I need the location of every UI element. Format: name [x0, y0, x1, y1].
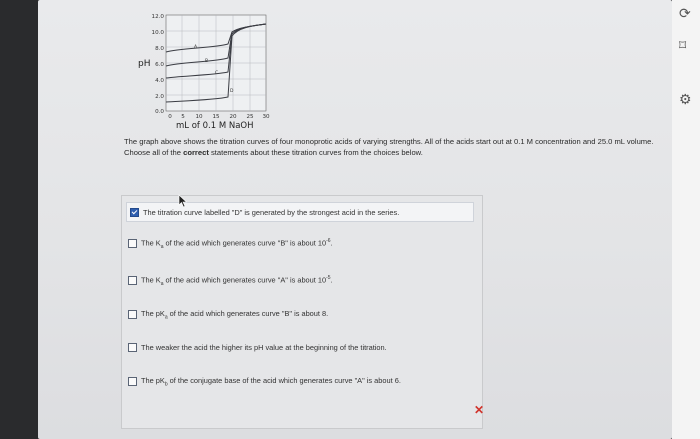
curve-label-d: D — [230, 89, 234, 94]
titration-graph — [120, 8, 320, 130]
x-tick: 30 — [262, 114, 270, 120]
checkbox[interactable] — [128, 377, 137, 386]
choice-label: The weaker the acid the higher its pH value at the beginning of the titration. — [141, 343, 387, 352]
y-tick: 2.0 — [155, 94, 164, 100]
choice-6[interactable] — [128, 376, 401, 387]
y-tick: 10.0 — [151, 30, 164, 36]
question-text — [124, 136, 654, 158]
x-tick: 15 — [212, 114, 220, 120]
question-text-start: The graph above shows the titration curves of four monoprotic acids of varying strengths. All of the acids start out at 0.1 M concentration and 25.0 mL volume. Choose all of the — [124, 137, 654, 157]
right-sidebar — [672, 0, 700, 439]
y-tick: 0.0 — [155, 109, 164, 115]
choice-label: The $K_a$ of the acid which generates curve "B" is about $10^{-6}$. — [141, 238, 333, 250]
question-emphasis: correct — [183, 148, 209, 157]
curve-label-a: A — [194, 45, 198, 50]
choice-4[interactable] — [128, 309, 328, 320]
x-tick: 10 — [195, 114, 203, 120]
x-tick: 5 — [181, 114, 185, 120]
checkbox[interactable] — [128, 310, 137, 319]
checkbox-checked[interactable] — [130, 208, 139, 217]
y-tick: 12.0 — [151, 14, 164, 20]
y-tick: 8.0 — [155, 46, 164, 52]
gear-icon[interactable]: ⚙ — [679, 91, 692, 107]
y-tick: 6.0 — [155, 62, 164, 68]
mouse-cursor-icon — [178, 194, 188, 208]
x-tick: 0 — [168, 114, 172, 120]
choice-label: The titration curve labelled "D" is generated by the strongest acid in the series. — [143, 207, 400, 217]
checkbox[interactable] — [128, 239, 137, 248]
question-text-end: statements about these titration curves from the choices below. — [208, 148, 423, 157]
y-axis-label: pH — [138, 59, 151, 69]
circle-arrow-icon[interactable]: ⟳ — [679, 5, 691, 21]
x-tick: 25 — [246, 114, 254, 120]
choice-label: The $K_a$ of the acid which generates curve "A" is about $10^{-5}$. — [141, 275, 333, 287]
curve-label-c: C — [215, 71, 219, 76]
choice-label: The $pK_b$ of the conjugate base of the acid which generates curve "A" is about 6. — [141, 376, 401, 388]
choice-3[interactable] — [128, 275, 333, 287]
checkbox[interactable] — [128, 343, 137, 352]
checkbox[interactable] — [128, 276, 137, 285]
x-tick: 20 — [229, 114, 237, 120]
x-axis-label: mL of 0.1 M NaOH — [176, 121, 254, 130]
curve-label-b: B — [205, 59, 209, 64]
choice-5[interactable] — [128, 343, 387, 352]
choice-2[interactable] — [128, 238, 333, 250]
choice-label: The $pK_a$ of the acid which generates curve "B" is about 8. — [141, 309, 329, 321]
bookmark-icon[interactable]: ⌑ — [679, 37, 687, 53]
y-tick: 4.0 — [155, 78, 164, 84]
answer-choices — [121, 195, 483, 429]
incorrect-mark-icon: ✕ — [474, 403, 485, 417]
